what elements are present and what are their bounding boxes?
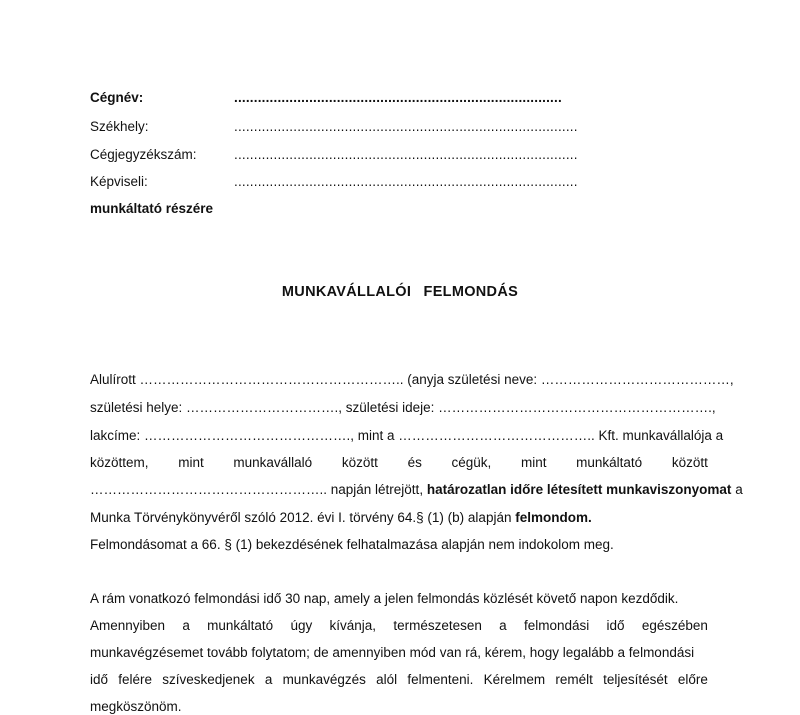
para1-line-5 — [90, 482, 743, 497]
para2-line-1: A rám vonatkozó felmondási idő 30 nap, amely a jelen felmondás közlését követő napon kezdődik. — [90, 591, 679, 606]
word: mint — [178, 455, 204, 470]
seat-label: Székhely: — [90, 119, 149, 134]
word: alól — [376, 672, 398, 687]
word: teljesítését — [603, 672, 668, 687]
document-title — [0, 284, 800, 300]
word: munkáltató — [207, 618, 274, 633]
representative-field: ....................................................................................... — [234, 174, 578, 189]
resignation-word: felmondom. — [515, 510, 592, 525]
date-field-text: …………………………………………….. napján létrejött, — [90, 482, 424, 497]
company-name-label: Cégnév: — [90, 90, 144, 105]
law-reference-text: Munka Törvénykönyvéről szóló 2012. évi I. törvény 64.§ (1) (b) alapján — [90, 510, 512, 525]
word: felére — [118, 672, 153, 687]
registration-field: ....................................................................................... — [234, 147, 578, 162]
para1-line-2: születési helye: ……………………………., születési ideje: ……………………………………………………., — [90, 400, 716, 415]
word: között — [341, 455, 378, 470]
para2-line-5: megköszönöm. — [90, 699, 182, 714]
word: közöttem, — [90, 455, 149, 470]
word: Amennyiben — [90, 618, 166, 633]
word: a — [182, 618, 190, 633]
word: Kérelmem — [483, 672, 546, 687]
para1-line-3: lakcíme: ………………………………………., mint a …………………………………….. Kft. munkavállalója a — [90, 428, 724, 443]
para1-line-1: Alulírott ………………………………………………….. (anyja születési neve: ……………………………………, — [90, 372, 734, 387]
word: idő — [606, 618, 625, 633]
word: felmondási — [523, 618, 590, 633]
word: szíveskedjenek — [162, 672, 255, 687]
para2-line-4 — [90, 672, 708, 687]
registration-label: Cégjegyzékszám: — [90, 147, 197, 162]
word: remélt — [555, 672, 593, 687]
word: munkavégzés — [282, 672, 366, 687]
word: idő — [90, 672, 109, 687]
title-word-1: MUNKAVÁLLALÓI — [281, 284, 412, 300]
title-word-2: FELMONDÁS — [423, 284, 519, 300]
word: felmenteni. — [407, 672, 474, 687]
word: cégük, — [451, 455, 492, 470]
representative-label: Képviseli: — [90, 174, 148, 189]
para1-line-7: Felmondásomat a 66. § (1) bekezdésének felhatalmazása alapján nem indokolom meg. — [90, 537, 614, 552]
word: között — [671, 455, 708, 470]
word: a — [499, 618, 507, 633]
word: és — [407, 455, 422, 470]
word: munkavállaló — [233, 455, 313, 470]
seat-field: ....................................................................................... — [234, 119, 578, 134]
word: a — [264, 672, 273, 687]
para2-line-3: munkavégzésemet tovább folytatom; de amennyiben mód van rá, kérem, hogy legalább a felmondási — [90, 645, 695, 660]
para1-line-6 — [90, 510, 708, 525]
para1-line-4 — [90, 455, 708, 470]
for-employer-text: munkáltató részére — [90, 201, 214, 216]
employment-type-text: határozatlan időre létesített munkaviszonyomat — [426, 482, 732, 497]
company-name-field: ................................................................................... — [234, 90, 562, 105]
word: a — [735, 482, 743, 497]
word: úgy — [290, 618, 313, 633]
word: munkáltató — [576, 455, 643, 470]
word: előre — [677, 672, 708, 687]
para2-line-2 — [90, 618, 708, 633]
word: egészében — [641, 618, 708, 633]
word: kívánja, — [329, 618, 377, 633]
word: természetesen — [393, 618, 482, 633]
word: mint — [520, 455, 547, 470]
